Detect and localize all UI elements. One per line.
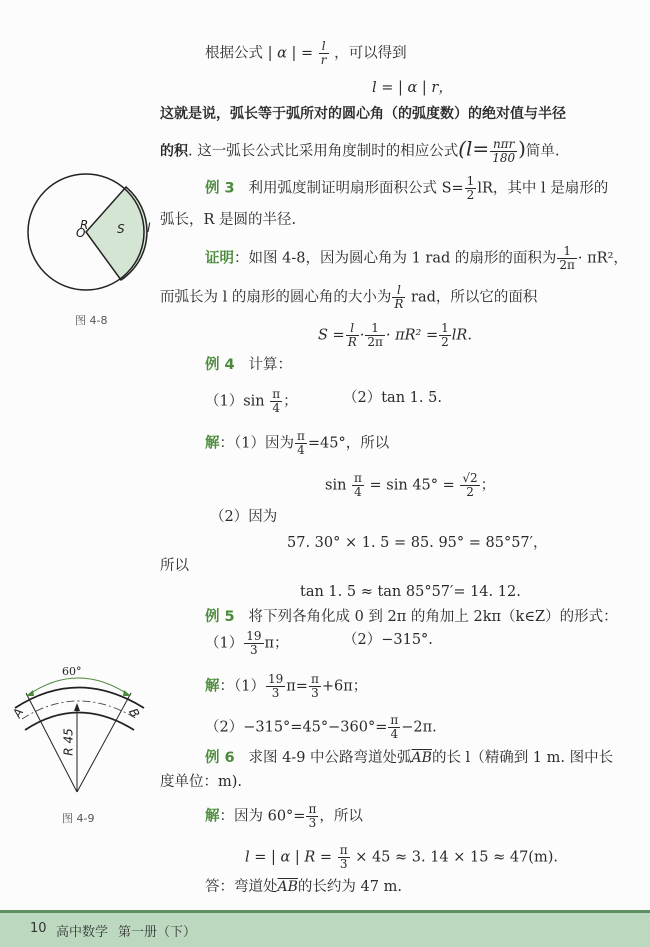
fraction: [346, 322, 359, 349]
denominator: 2π: [367, 335, 383, 349]
example4-sol2-formula: 57. 30° × 1. 5 = 85. 95° = 85°57′，: [287, 535, 548, 551]
example4-q1: [205, 388, 298, 415]
page-number: 10: [30, 921, 47, 936]
solution-label: 解: [205, 678, 220, 695]
text: l = | α | R =: [245, 849, 333, 866]
text: S =: [318, 327, 345, 344]
denominator: 2: [466, 485, 474, 499]
example5-q1: [205, 630, 289, 657]
proof-label: 证明: [205, 250, 234, 267]
fraction: [266, 673, 285, 700]
denominator: 4: [297, 443, 305, 457]
denominator: 3: [339, 857, 348, 871]
text: ；: [480, 477, 496, 494]
numerator: l: [392, 284, 405, 298]
text: × 45 ≈ 3. 14 × 15 ≈ 47(m).: [355, 849, 558, 866]
numerator: 1: [466, 174, 475, 188]
text: −2π.: [401, 719, 437, 736]
example-label: 例 3: [205, 180, 235, 197]
fraction: [338, 844, 350, 871]
text: （1）: [205, 635, 244, 652]
text: 利用弧度制证明扇形面积公式 S=: [248, 180, 464, 197]
figure-4-8-caption: 图 4-8: [75, 314, 108, 327]
text: 简单.: [525, 143, 560, 160]
label-R: R: [80, 218, 89, 232]
fraction: [319, 40, 329, 67]
example3-line2: 弧长，R 是圆的半径.: [160, 212, 297, 228]
example5-sol1: [205, 673, 367, 700]
denominator: 2: [441, 335, 449, 349]
numerator: π: [310, 672, 319, 686]
text: · πR²，: [577, 250, 628, 267]
example4-sol1-formula: [325, 472, 495, 499]
text: +6π；: [321, 678, 368, 695]
numerator: l: [346, 322, 359, 336]
fraction: [465, 175, 477, 202]
example4-sol1: [205, 430, 389, 457]
solution-label: 解: [205, 808, 220, 825]
fraction: [244, 630, 263, 657]
text: 而弧长为 l 的扇形的圆心角的大小为: [160, 289, 392, 306]
label-l: l: [147, 221, 151, 235]
text: ·: [359, 327, 365, 344]
text: rad，所以它的面积: [406, 289, 538, 306]
formula: | α | =: [267, 45, 314, 62]
paren: ): [518, 136, 526, 161]
proof-line2: [160, 284, 537, 311]
intro-line2: [160, 138, 560, 165]
text: 根据公式: [205, 45, 263, 62]
fraction: [490, 138, 517, 165]
numerator: π: [308, 802, 317, 816]
denominator: 4: [272, 401, 281, 415]
intro-line1: [205, 40, 407, 67]
text: ，可以得到: [334, 45, 407, 62]
example-label: 例 4: [205, 357, 235, 373]
volume-label: 第一册（下）: [118, 925, 197, 940]
example6-line1: [205, 748, 613, 768]
example5-sol2: [205, 714, 437, 741]
fraction: [439, 322, 451, 349]
example4-q2: （2）tan 1. 5.: [343, 390, 442, 406]
numerator: 19: [246, 629, 262, 643]
example4-sol2: （2）因为: [210, 509, 278, 525]
label-O: O: [76, 226, 86, 240]
fraction: [309, 673, 321, 700]
arc-length-formula: l = | α | r，: [372, 80, 453, 96]
numerator: π: [354, 471, 362, 485]
formula: (l=: [458, 136, 490, 161]
example-label: 例 5: [205, 609, 235, 625]
numerator: π: [272, 387, 281, 401]
denominator: 2: [466, 188, 475, 202]
example5-q2: （2）−315°.: [343, 632, 433, 648]
text: =45°，所以: [307, 435, 390, 452]
text: （2）−315°=45°−360°=: [205, 719, 388, 736]
denominator: 3: [271, 686, 280, 700]
figure-4-9-road-curve: [10, 665, 150, 800]
example4-therefore: 所以: [160, 558, 189, 574]
text: π；: [264, 635, 289, 652]
book-title: 高中数学: [56, 925, 109, 940]
proof-line1: [205, 245, 628, 272]
bold-text: 的积: [160, 143, 188, 160]
example4-sol2-result: tan 1. 5 ≈ tan 85°57′= 14. 12.: [300, 584, 521, 600]
denominator: 4: [354, 485, 362, 499]
example5-line1: [205, 607, 618, 627]
text: ：因为 60°=: [219, 808, 306, 825]
denominator: 2π: [559, 258, 575, 272]
text: ：如图 4-8，因为圆心角为 1 rad 的扇形的面积为: [234, 250, 557, 267]
numerator: 19: [267, 672, 284, 686]
denominator: 180: [492, 151, 516, 165]
text: . 这一弧长公式比采用角度制时的相应公式: [188, 143, 459, 160]
denominator: 3: [250, 643, 258, 657]
text: ，所以: [319, 808, 363, 825]
text: 求图 4-9 中公路弯道处弧: [248, 750, 412, 766]
radius-label: R 45: [61, 728, 76, 756]
text: lR，其中 l 是扇形的: [477, 180, 609, 197]
fraction: [557, 245, 577, 272]
numerator: 1: [557, 245, 577, 259]
figure-4-8-circle-sector: [25, 165, 160, 300]
text: 的长 l（精确到 1 m. 图中长: [431, 750, 614, 766]
example6-sol1: [205, 803, 363, 830]
text: 答：弯道处: [205, 879, 278, 895]
numerator: l: [319, 40, 329, 54]
arc-ab: $\overline{AB}$: [411, 750, 432, 766]
example6-answer: [205, 877, 402, 897]
fraction: [295, 430, 307, 457]
text: 计算：: [248, 357, 292, 373]
text: （1）sin: [205, 393, 265, 410]
numerator: nπr: [490, 138, 517, 152]
denominator: R: [394, 297, 404, 311]
numerator: 1: [441, 321, 449, 335]
example3-line1: [205, 175, 608, 202]
fraction: [365, 322, 385, 349]
example4-line1: [205, 355, 292, 375]
text: ：（1）因为: [219, 435, 294, 452]
fraction: [270, 388, 282, 415]
text: ；: [283, 393, 298, 410]
denominator: 3: [308, 816, 317, 830]
fraction: [392, 284, 405, 311]
numerator: π: [390, 713, 399, 727]
denominator: 4: [390, 727, 399, 741]
numerator: π: [339, 843, 348, 857]
text: 的长约为 47 m.: [297, 879, 402, 895]
numerator: √2: [462, 471, 478, 485]
example-label: 例 6: [205, 750, 235, 766]
text: sin: [325, 477, 347, 494]
denominator: r: [320, 53, 327, 67]
example6-formula: [245, 844, 558, 871]
text: 将下列各角化成 0 到 2π 的角加上 2kπ（k∈Z）的形式：: [248, 609, 618, 625]
text: π=: [286, 678, 308, 695]
page-footer: [0, 910, 650, 947]
label-B: B: [125, 705, 143, 721]
text: lR.: [451, 327, 472, 344]
text: · πR² =: [385, 327, 439, 344]
label-A: A: [9, 705, 27, 721]
example6-line2: 度单位：m).: [160, 774, 243, 790]
numerator: π: [296, 429, 305, 443]
denominator: 3: [311, 686, 319, 700]
figure-4-9-caption: 图 4-9: [62, 812, 95, 825]
denominator: R: [347, 335, 357, 349]
numerator: 1: [365, 322, 385, 336]
fraction: [460, 472, 479, 499]
fraction: [306, 803, 318, 830]
solution-label: 解: [205, 435, 220, 452]
text: = sin 45° =: [369, 477, 455, 494]
angle-label: 60°: [62, 665, 82, 678]
fraction: [352, 472, 364, 499]
arc-ab: $\overline{AB}$: [277, 879, 298, 895]
bold-statement-line1: 这就是说，弧长等于弧所对的圆心角（的弧度数）的绝对值与半径: [160, 106, 566, 122]
sector-area-formula: [318, 322, 472, 349]
label-S: S: [117, 222, 125, 236]
text: ：（1）: [219, 678, 265, 695]
fraction: [388, 714, 400, 741]
